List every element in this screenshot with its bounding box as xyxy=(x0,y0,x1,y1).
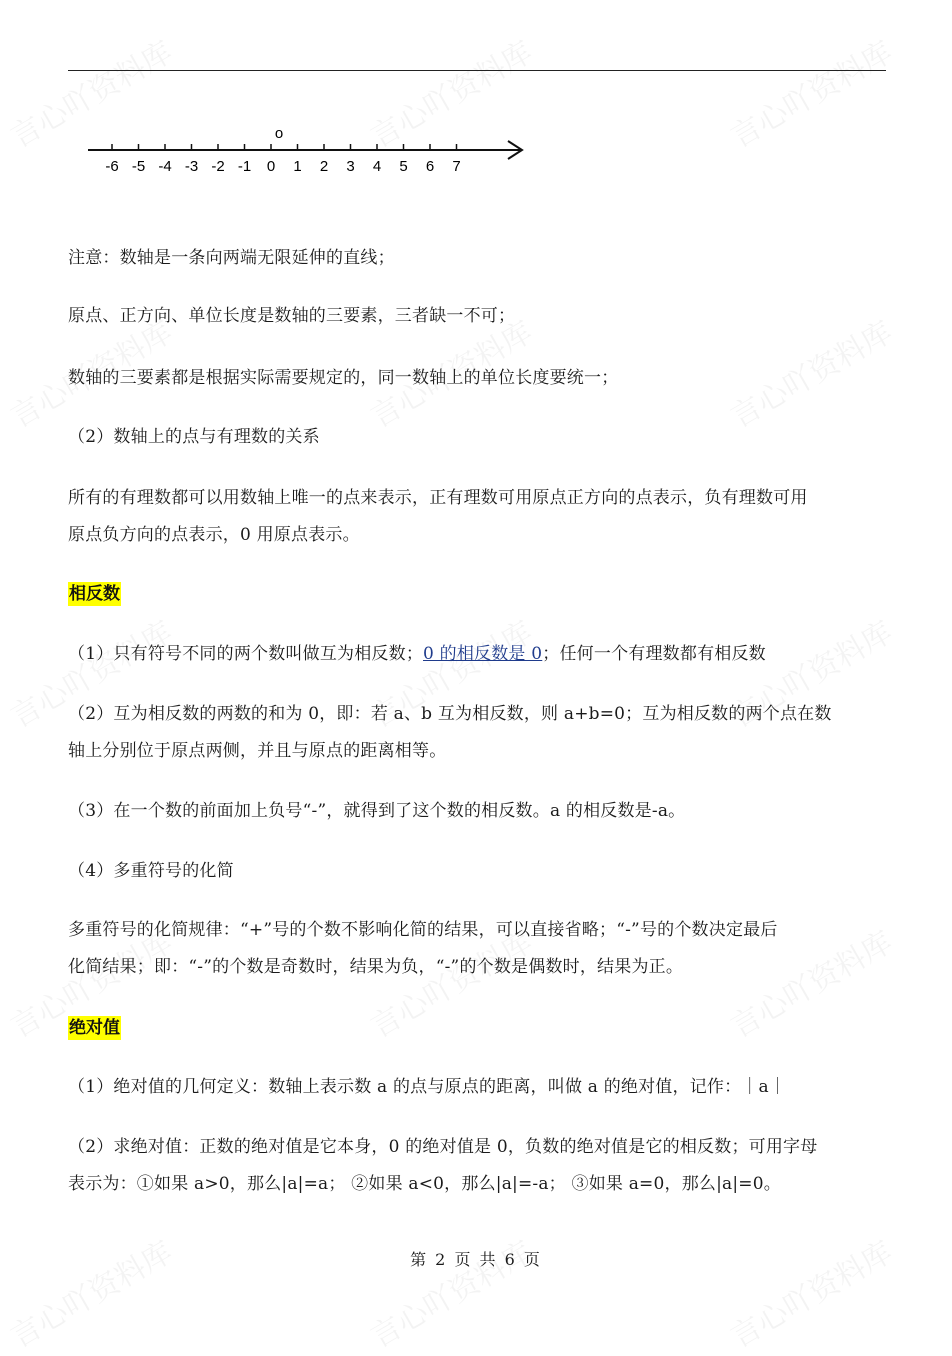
tick-label: -5 xyxy=(131,158,146,175)
tick-label: 5 xyxy=(399,158,408,175)
header-rule xyxy=(68,70,886,71)
page-footer: 第 2 页 共 6 页 xyxy=(410,1250,542,1269)
note-line-1: 注意：数轴是一条向两端无限延伸的直线； xyxy=(68,248,395,268)
opposite-item-2: （2）互为相反数的两数的和为 0，即：若 a、b 互为相反数，则 a+b=0；互为相反数的两个点在数 xyxy=(68,704,832,724)
abs-item-2: （2）求绝对值：正数的绝对值是它本身，0 的绝对值是 0，负数的绝对值是它的相反数；可用字母 xyxy=(68,1137,818,1157)
paragraph-line: 原点负方向的点表示，0 用原点表示。 xyxy=(68,525,360,545)
opposite-item-4: （4）多重符号的化简 xyxy=(68,861,234,881)
opposite-item-3: （3）在一个数的前面加上负号“-”，就得到了这个数的相反数。a 的相反数是-a。 xyxy=(68,801,686,821)
paragraph-line: 化简结果；即：“-”的个数是奇数时，结果为负，“-”的个数是偶数时，结果为正。 xyxy=(68,957,684,977)
abs-item-2-cont: 表示为：①如果 a>0，那么|a|=a； ②如果 a<0，那么|a|=-a； ③如果 a=0，那么|a|=0。 xyxy=(68,1174,781,1194)
note-line-3: 数轴的三要素都是根据实际需要规定的，同一数轴上的单位长度要统一； xyxy=(68,368,619,388)
section-heading-absolute: 绝对值 xyxy=(69,1018,120,1038)
subsection-title: （2）数轴上的点与有理数的关系 xyxy=(68,427,320,447)
text: ；任何一个有理数都有相反数 xyxy=(542,644,766,664)
tick-label: 7 xyxy=(452,158,461,175)
tick-label: -3 xyxy=(184,158,199,175)
text: （1）只有符号不同的两个数叫做互为相反数； xyxy=(68,644,424,664)
tick-label: -2 xyxy=(211,158,225,175)
opposite-item-1 xyxy=(68,636,888,673)
tick-label: -6 xyxy=(105,158,119,175)
tick-label: -4 xyxy=(158,158,172,175)
tick-label: -1 xyxy=(237,158,252,175)
tick-label: 4 xyxy=(372,158,382,175)
tick-label: 0 xyxy=(266,158,276,175)
number-line xyxy=(80,120,540,180)
tick-label: 6 xyxy=(425,158,435,175)
opposite-item-2-cont: 轴上分别位于原点两侧，并且与原点的距离相等。 xyxy=(68,741,447,761)
tick-label: 2 xyxy=(319,158,329,175)
paragraph-line: 所有的有理数都可以用数轴上唯一的点来表示，正有理数可用原点正方向的点表示，负有理数可用 xyxy=(68,488,808,508)
section-heading-opposite: 相反数 xyxy=(69,584,120,604)
tick-label: 3 xyxy=(346,158,355,175)
opposite-zero-link[interactable]: 0 的相反数是 0 xyxy=(423,644,543,664)
paragraph-line: 多重符号的化简规律：“+”号的个数不影响化简的结果，可以直接省略；“-”号的个数决定最后 xyxy=(68,920,778,940)
origin-label: o xyxy=(274,125,284,142)
tick-label: 1 xyxy=(293,158,302,175)
abs-item-1: （1）绝对值的几何定义：数轴上表示数 a 的点与原点的距离，叫做 a 的绝对值，记作：｜a｜ xyxy=(68,1077,787,1097)
note-line-2: 原点、正方向、单位长度是数轴的三要素，三者缺一不可； xyxy=(68,306,516,326)
watermark xyxy=(721,28,899,156)
